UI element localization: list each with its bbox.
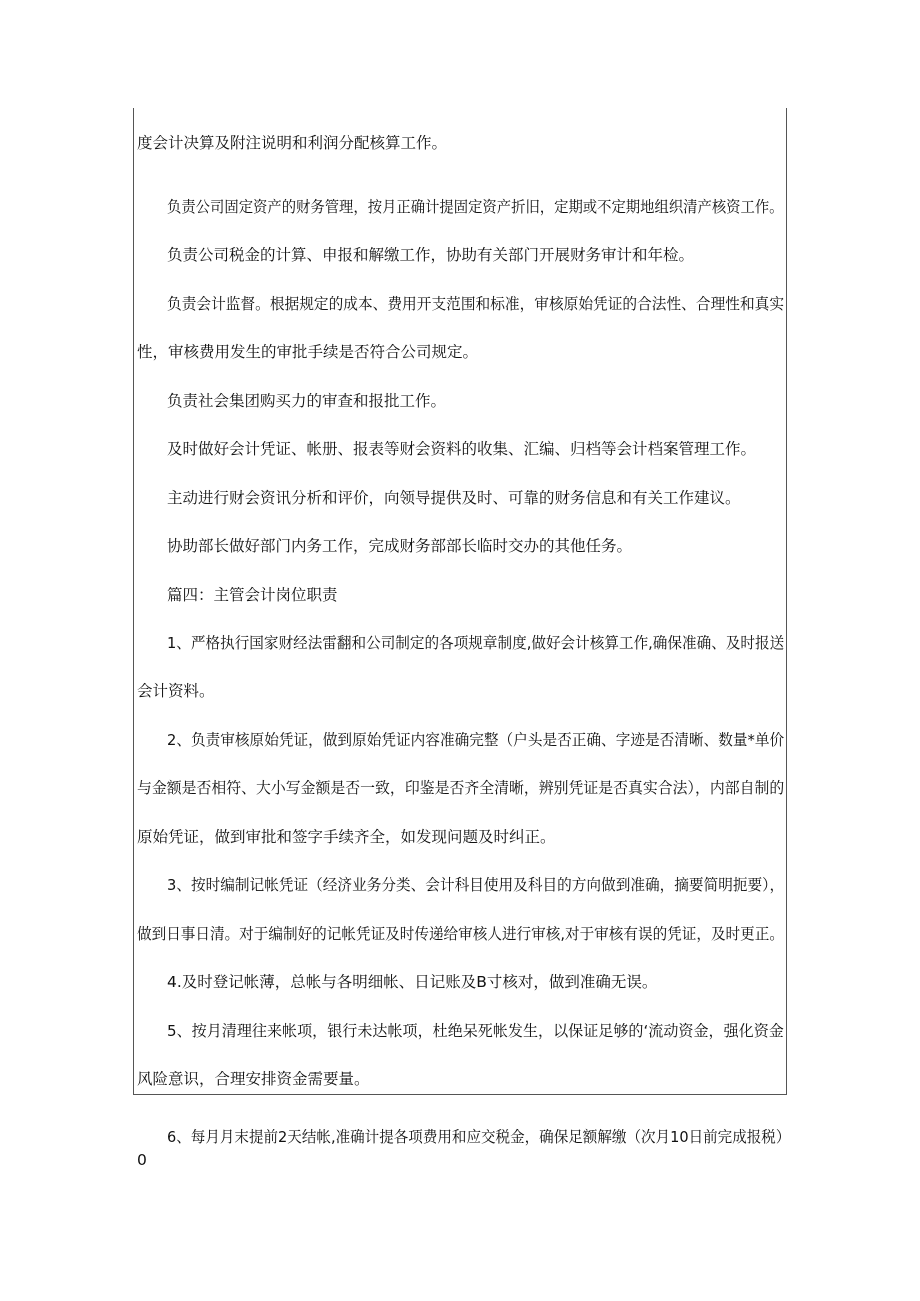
paragraph-line: 负责公司税金的计算、申报和解缴工作，协助有关部门开展财务审计和年检。 (167, 246, 695, 264)
paragraph-line: 6、每月月末提前2天结帐,准确计提各项费用和应交税金，确保足额解缴（次月10日前完成报税） (167, 1128, 791, 1146)
paragraph-line: 性，审核费用发生的审批手续是否符合公司规定。 (137, 343, 479, 361)
paragraph-line: 负责会计监督。根据规定的成本、费用开支范围和标准，审核原始凭证的合法性、合理性和真实 (167, 295, 785, 313)
paragraph-line: 与金额是否相符、大小写金额是否一致，印鉴是否齐全清晰，辨别凭证是否真实合法），内部自制的 (137, 779, 785, 797)
paragraph-line: 做到日事日清。对于编制好的记帐凭证及时传递给审核人进行审核,对于审核有误的凭证，及时更正。 (137, 925, 784, 943)
paragraph-line: 2、负责审核原始凭证，做到原始凭证内容准确完整（户头是否正确、字迹是否清晰、数量*单价 (167, 731, 785, 749)
paragraph-line: 4.及时登记帐薄，总帐与各明细帐、日记账及B寸核对，做到准确无误。 (167, 973, 658, 991)
paragraph-line: 3、按时编制记帐凭证（经济业务分类、会计科目使用及科目的方向做到准确，摘要简明扼要）， (167, 876, 785, 894)
paragraph-line: 5、按月清理往来帐项，银行未达帐项，杜绝呆死帐发生，以保证足够的‘流动资金，强化资金 (167, 1022, 784, 1040)
paragraph-line: 会计资料。 (137, 682, 215, 700)
paragraph-line: 及时做好会计凭证、帐册、报表等财会资料的收集、汇编、归档等会计档案管理工作。 (167, 440, 757, 458)
section-heading: 篇四：主管会计岗位职责 (167, 586, 338, 604)
paragraph-line: 风险意识，合理安排资金需要量。 (137, 1070, 370, 1088)
paragraph-line: 负责公司固定资产的财务管理，按月正确计提固定资产折旧，定期或不定期地组织清产核资工作。 (167, 198, 784, 216)
paragraph-line: 度会计决算及附注说明和利润分配核算工作。 (137, 134, 448, 152)
paragraph-line: 负责社会集团购买力的审查和报批工作。 (167, 392, 447, 410)
paragraph-line: 协助部长做好部门内务工作，完成财务部部长临时交办的其他任务。 (167, 537, 633, 555)
paragraph-line: 原始凭证，做到审批和签字手续齐全，如发现问题及时纠正。 (137, 828, 556, 846)
paragraph-line: 0 (137, 1151, 147, 1169)
paragraph-line: 主动进行财会资讯分析和评价，向领导提供及时、可靠的财务信息和有关工作建议。 (167, 489, 741, 507)
paragraph-line: 1、严格执行国家财经法雷翻和公司制定的各项规章制度,做好会计核算工作,确保准确、及时报送 (167, 634, 785, 652)
